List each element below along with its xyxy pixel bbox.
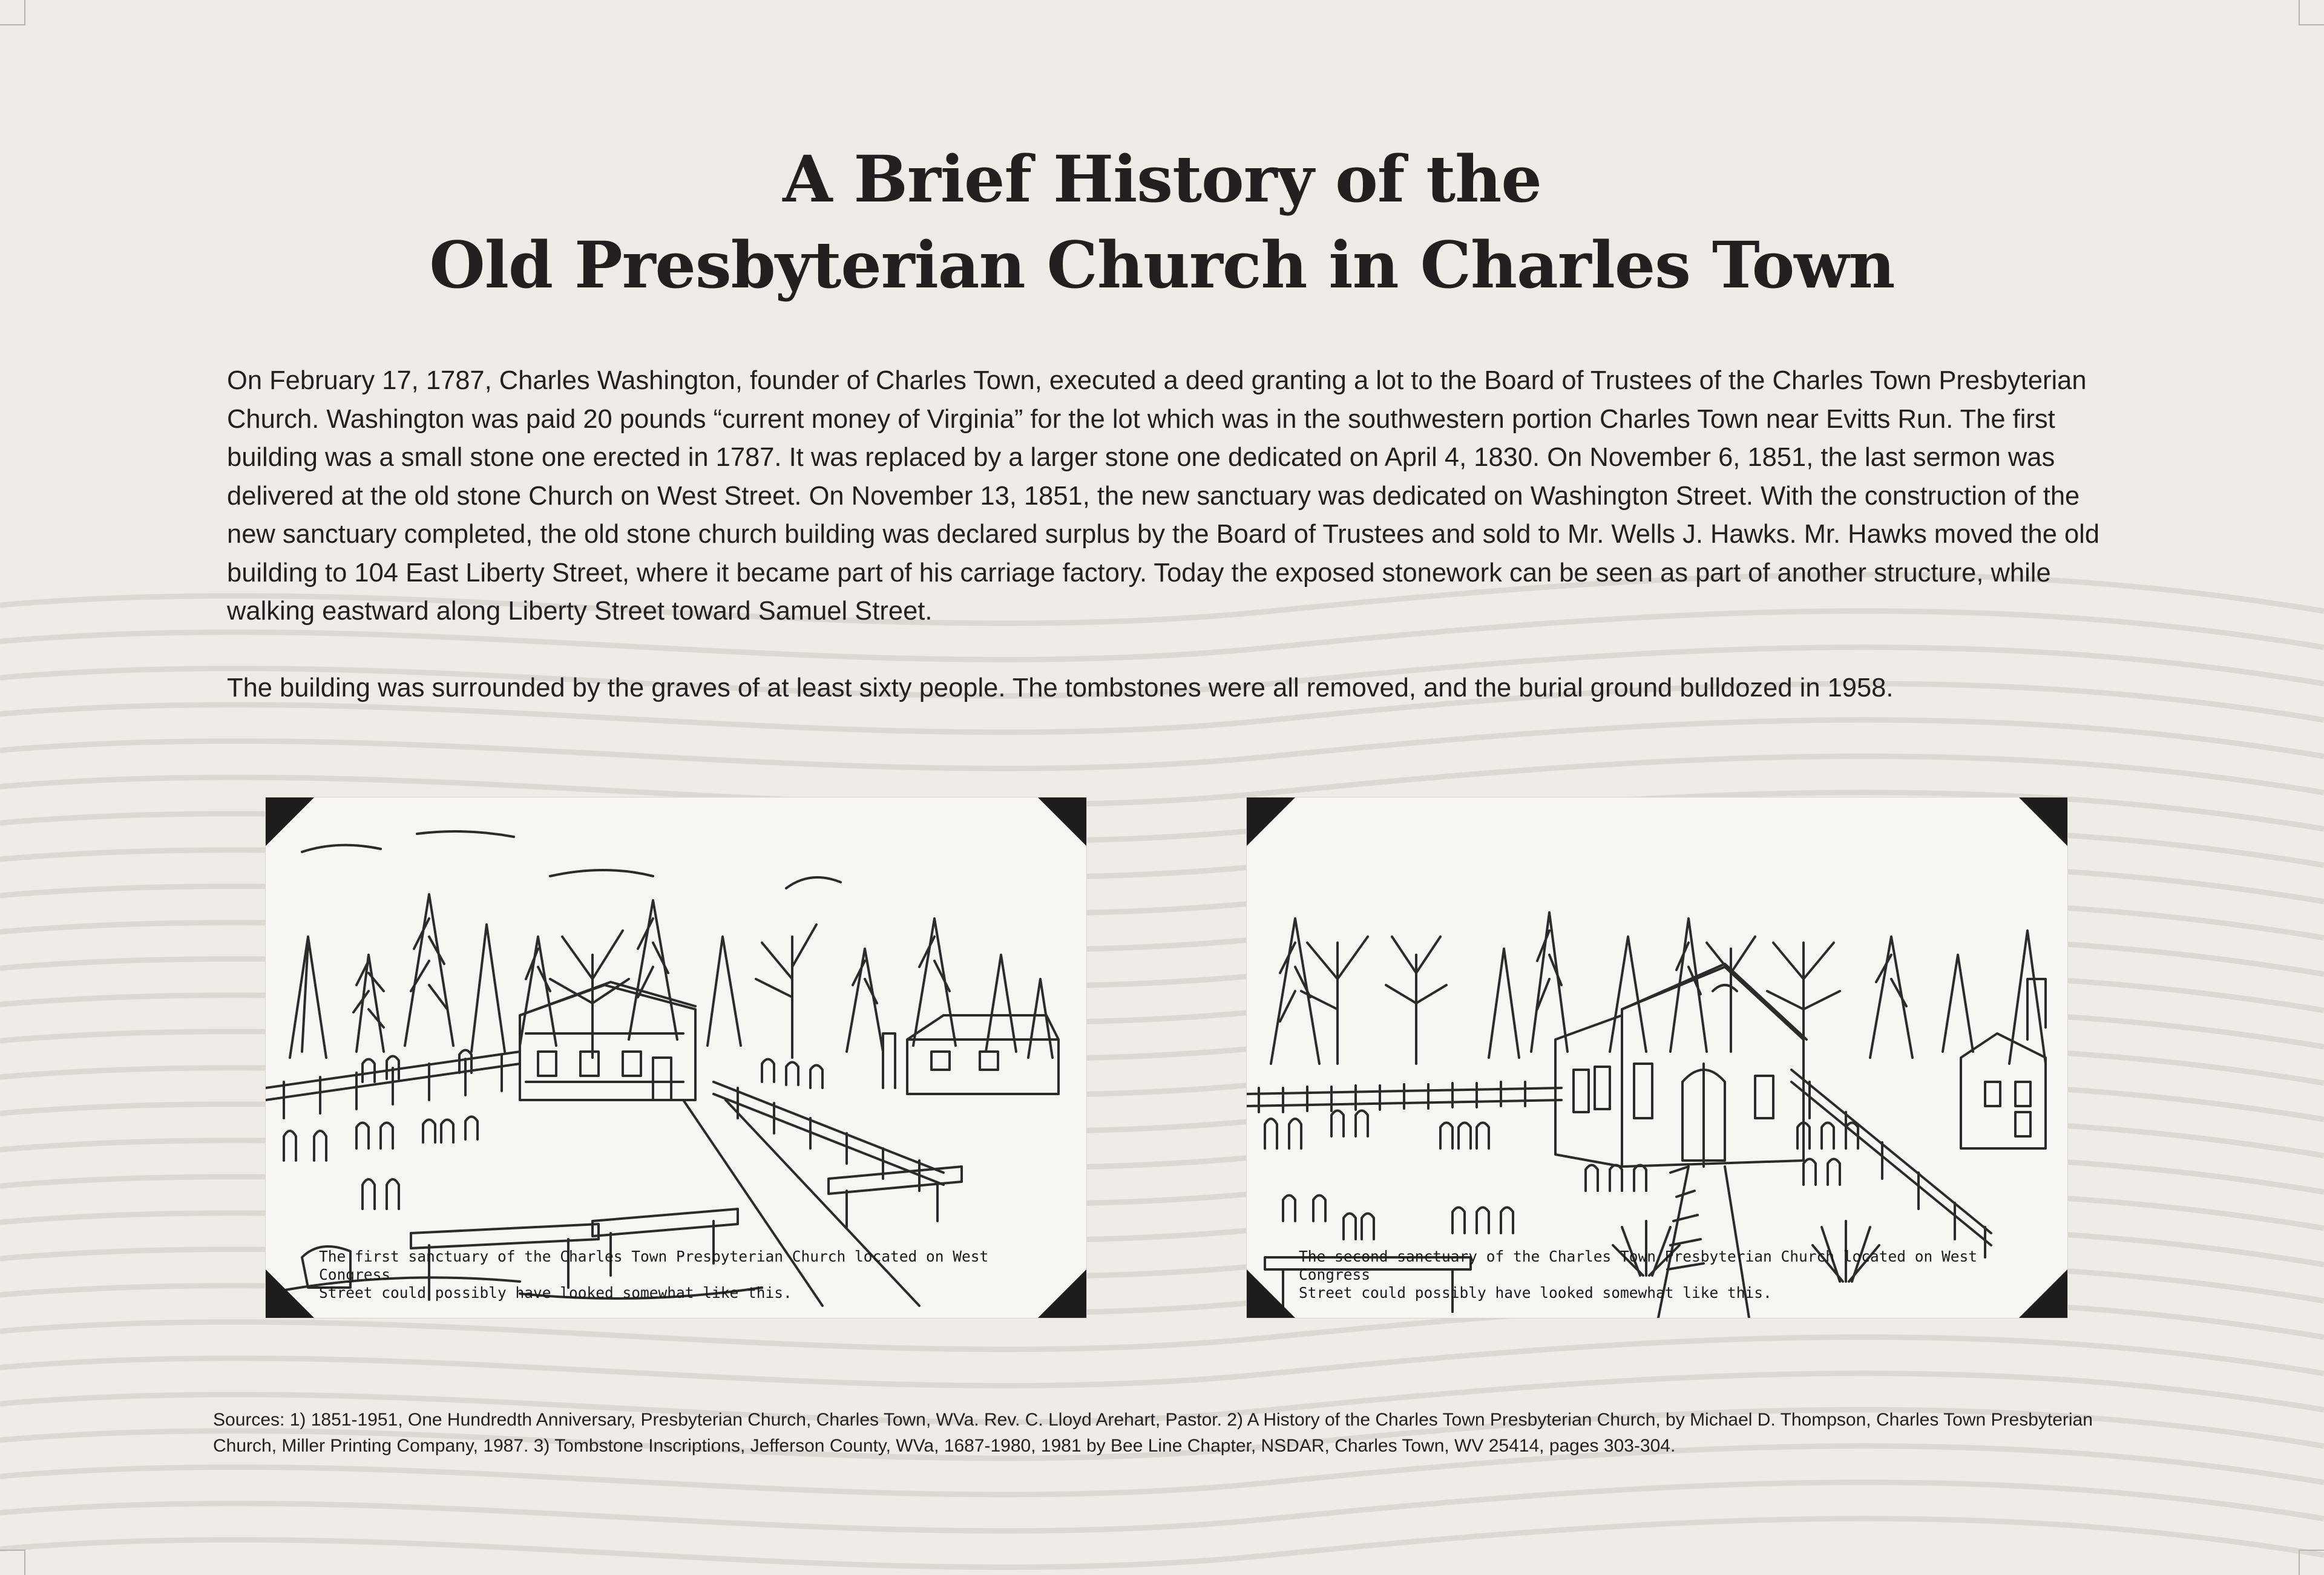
photo-caption: The second sanctuary of the Charles Town Presbyterian Church located on West Congress Street could possibly have looked somewhat like this. bbox=[1299, 1248, 1978, 1302]
title-line-2: Old Presbyterian Church in Charles Town bbox=[429, 227, 1895, 303]
sources-text: Sources: 1) 1851-1951, One Hundredth Anniversary, Presbyterian Church, Charles Town, WVa. Rev. C. Lloyd Arehart, Pastor. 2) A History of the Charles Town Presbyterian Church, by Michael D. Thompson, Charles Town Presbyterian Church, Miller Printing Company, 1987. 3) Tombstone Inscriptions, Jefferson County, WVa, 1687-1980, 1981 by Bee Line Chapter, NSDAR, Charles Town, WV 25414, pages 303-304. bbox=[213, 1410, 2093, 1456]
crop-mark-top-right bbox=[2299, 0, 2324, 25]
second-sanctuary-photo bbox=[1247, 797, 2067, 1318]
first-sanctuary-sketch bbox=[266, 797, 1086, 1318]
first-sanctuary-photo bbox=[266, 797, 1086, 1318]
title-line-1: A Brief History of the bbox=[783, 141, 1541, 217]
history-paragraph-2: The building was surrounded by the graves of at least sixty people. The tombstones were all removed, and the burial ground bulldozed in 1958. bbox=[227, 673, 1894, 702]
history-text bbox=[227, 362, 2109, 707]
photo-caption: The first sanctuary of the Charles Town Presbyterian Church located on West Congress Street could possibly have looked somewhat like this. bbox=[319, 1248, 989, 1302]
crop-mark-bottom-left bbox=[0, 1550, 25, 1575]
second-sanctuary-sketch bbox=[1247, 797, 2067, 1318]
crop-mark-top-left bbox=[0, 0, 25, 25]
crop-mark-bottom-right bbox=[2299, 1550, 2324, 1575]
page-title bbox=[0, 136, 2324, 308]
history-paragraph-1: On February 17, 1787, Charles Washington, founder of Charles Town, executed a deed granting a lot to the Board of Trustees of the Charles Town Presbyterian Church. Washington was paid 20 pounds “current money of Virginia” for the lot which was in the southwestern portion Charles Town near Evitts Run. The first building was a small stone one erected in 1787. It was replaced by a larger stone one dedicated on April 4, 1830. On November 6, 1851, the last sermon was delivered at the old stone Church on West Street. On November 13, 1851, the new sanctuary was dedicated on Washington Street. With the construction of the new sanctuary completed, the old stone church building was declared surplus by the Board of Trustees and sold to Mr. Wells J. Hawks. Mr. Hawks moved the old building to 104 East Liberty Street, where it became part of his carriage factory. Today the exposed stonework can be seen as part of another structure, while walking eastward along Liberty Street toward Samuel Street. bbox=[227, 366, 2100, 626]
